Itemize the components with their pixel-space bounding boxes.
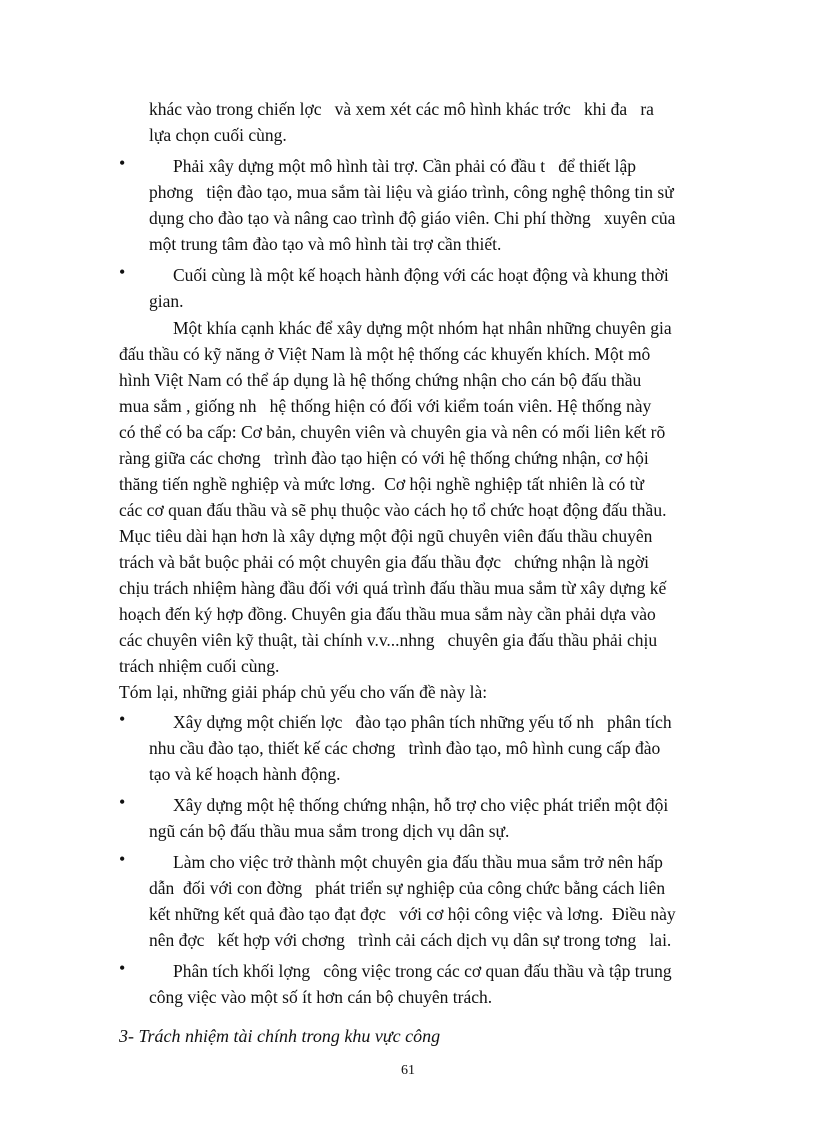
text-line: nên đợc kết hợp với chơng trình cải cách dịch vụ dân sự trong tơng lai. [149, 930, 672, 950]
text-line: có thể có ba cấp: Cơ bản, chuyên viên và chuyên gia và nên có mối liên kết rõ [119, 422, 666, 442]
text-line: Mục tiêu dài hạn hơn là xây dựng một đội ngũ chuyên viên đấu thầu chuyên [119, 526, 653, 546]
text-line: một trung tâm đào tạo và mô hình tài trợ cần thiết. [149, 234, 502, 254]
text-line: kết những kết quả đào tạo đạt đợc với cơ hội công việc và lơng. Điều này [149, 904, 676, 924]
text-line: Xây dựng một hệ thống chứng nhận, hỗ trợ cho việc phát triển một đội [173, 795, 669, 815]
page-number: 61 [401, 1063, 415, 1078]
bullet-icon: • [119, 709, 126, 729]
bullet-icon: • [119, 262, 126, 282]
bullet-icon: • [119, 792, 126, 812]
text-line: Tóm lại, những giải pháp chủ yếu cho vấn đề này là: [119, 682, 488, 702]
text-line: trách và bắt buộc phải có một chuyên gia đấu thầu đợc chứng nhận là ngời [119, 552, 649, 572]
text-line: đấu thầu có kỹ năng ở Việt Nam là một hệ thống các khuyến khích. Một mô [119, 344, 651, 364]
text-line: hình Việt Nam có thể áp dụng là hệ thống chứng nhận cho cán bộ đấu thầu [119, 370, 642, 390]
text-line: Một khía cạnh khác để xây dựng một nhóm hạt nhân những chuyên gia [173, 318, 672, 338]
text-line: lựa chọn cuối cùng. [149, 125, 287, 145]
text-line: trách nhiệm cuối cùng. [119, 656, 280, 676]
text-line: thăng tiến nghề nghiệp và mức lơng. Cơ hội nghề nghiệp tất nhiên là có từ [119, 474, 644, 494]
text-line: tạo và kế hoạch hành động. [149, 764, 341, 784]
bullet-icon: • [119, 849, 126, 869]
text-line: chịu trách nhiệm hàng đầu đối với quá trình đấu thầu mua sắm từ xây dựng kế [119, 578, 667, 598]
text-line: Phân tích khối lợng công việc trong các cơ quan đấu thầu và tập trung [173, 961, 672, 981]
text-line: các chuyên viên kỹ thuật, tài chính v.v...nhng chuyên gia đấu thầu phải chịu [119, 630, 658, 650]
text-line: dẫn đối với con đờng phát triển sự nghiệp của công chức bằng cách liên [149, 878, 666, 898]
text-line: phơng tiện đào tạo, mua sắm tài liệu và giáo trình, công nghệ thông tin sử [149, 182, 674, 202]
text-line: hoạch đến ký hợp đồng. Chuyên gia đấu thầu mua sắm này cần phải dựa vào [119, 604, 656, 624]
text-line: gian. [149, 291, 184, 311]
bullet-icon: • [119, 958, 126, 978]
text-line: Cuối cùng là một kế hoạch hành động với các hoạt động và khung thời [173, 265, 669, 285]
text-line: nhu cầu đào tạo, thiết kế các chơng trình đào tạo, mô hình cung cấp đào [149, 738, 661, 758]
text-line: các cơ quan đấu thầu và sẽ phụ thuộc vào cách họ tổ chức hoạt động đấu thầu. [119, 500, 667, 520]
text-line: công việc vào một số ít hơn cán bộ chuyên trách. [149, 987, 493, 1007]
text-line: mua sắm , giống nh hệ thống hiện có đối với kiểm toán viên. Hệ thống này [119, 396, 652, 416]
section-heading: 3- Trách nhiệm tài chính trong khu vực công [119, 1026, 441, 1046]
bullet-icon: • [119, 153, 126, 173]
text-line: Làm cho việc trở thành một chuyên gia đấu thầu mua sắm trở nên hấp [173, 852, 663, 872]
text-line: Phải xây dựng một mô hình tài trợ. Cần phải có đầu t để thiết lập [173, 156, 636, 176]
text-line: ngũ cán bộ đấu thầu mua sắm trong dịch vụ dân sự. [149, 821, 510, 841]
text-line: khác vào trong chiến lợc và xem xét các mô hình khác trớc khi đa ra [149, 99, 654, 119]
text-line: ràng giữa các chơng trình đào tạo hiện có với hệ thống chứng nhận, cơ hội [119, 448, 649, 468]
text-line: Xây dựng một chiến lợc đào tạo phân tích những yếu tố nh phân tích [173, 712, 672, 732]
text-line: dụng cho đào tạo và nâng cao trình độ giáo viên. Chi phí thờng xuyên của [149, 208, 676, 228]
